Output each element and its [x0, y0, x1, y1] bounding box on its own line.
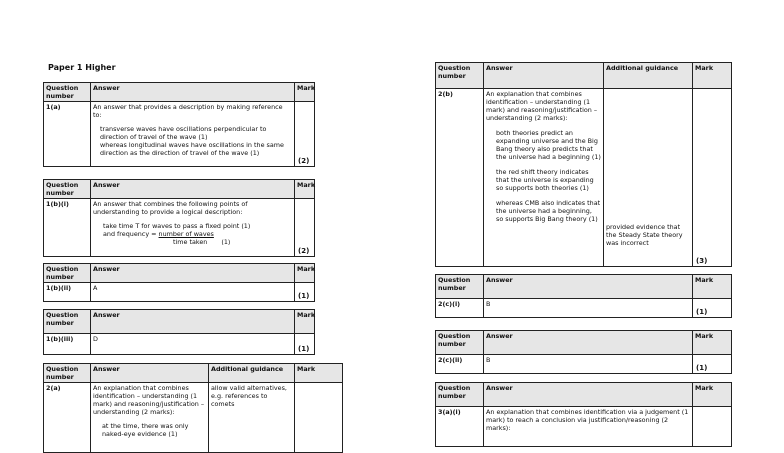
- fraction-denominator: time taken: [173, 238, 208, 246]
- guidance-text: provided evidence that the Steady State theory was incorrect: [606, 223, 683, 247]
- answer-header: Answer: [91, 180, 295, 199]
- question-number-header: Question number: [44, 83, 91, 102]
- question-number-header: Question number: [436, 383, 484, 407]
- mark-header: Mark: [693, 331, 732, 355]
- question-number: 1(b)(iii): [44, 334, 91, 355]
- frequency-line: [93, 230, 292, 238]
- question-number-header: Question number: [44, 364, 91, 383]
- question-number: 3(a)(i): [436, 407, 484, 447]
- mark-value: (2): [298, 157, 310, 165]
- point-mark: (1): [221, 238, 231, 246]
- answer-header: Answer: [91, 364, 209, 383]
- answer-point: whereas longitudinal waves have oscillations in the same direction as the direction of travel of the wave (1): [100, 141, 284, 157]
- table-q3ai: [435, 382, 732, 447]
- mark-header: Mark: [295, 310, 315, 334]
- fraction-numerator: number of waves: [158, 230, 214, 238]
- mark-value: (1): [298, 292, 310, 300]
- guidance-cell: [604, 89, 693, 267]
- answer-cell: An explanation that combines identification via a judgement (1 mark) to reach a conclusion via justification/reasoning (2 marks):: [484, 407, 693, 447]
- question-number: 2(c)(ii): [436, 355, 484, 374]
- answer-cell: [91, 383, 209, 453]
- question-number-header: Question number: [44, 264, 91, 283]
- answer-header: Answer: [91, 264, 295, 283]
- table-q2b: [435, 62, 732, 267]
- mark-value: (1): [696, 308, 708, 316]
- question-number: 2(b): [436, 89, 484, 267]
- question-number: 2(a): [44, 383, 91, 453]
- fraction-denominator-line: [93, 238, 292, 246]
- answer-intro: An answer that combines the following points of understanding to provide a logical description:: [93, 200, 248, 216]
- guidance-header: Additional guidance: [604, 63, 693, 89]
- mark-cell: [295, 102, 315, 167]
- mark-header: Mark: [693, 63, 732, 89]
- answer-cell: [91, 199, 295, 257]
- question-number: 2(c)(i): [436, 299, 484, 318]
- answer-header: Answer: [484, 63, 604, 89]
- mark-value: (3): [696, 257, 708, 265]
- page-title: Paper 1 Higher: [48, 63, 116, 72]
- answer-cell: B: [484, 355, 693, 374]
- answer-cell: B: [484, 299, 693, 318]
- question-number-header: Question number: [44, 310, 91, 334]
- answer-cell: D: [91, 334, 295, 355]
- table-q1bi: [43, 179, 315, 257]
- mark-header: Mark: [295, 264, 315, 283]
- table-q2ci: [435, 274, 732, 318]
- answer-intro: An explanation that combines identification – understanding (1 mark) and reasoning/justification – understanding (2 marks):: [93, 384, 205, 416]
- mark-cell: [693, 89, 732, 267]
- question-number-header: Question number: [436, 331, 484, 355]
- question-number: 1(a): [44, 102, 91, 167]
- frequency-prefix: and frequency =: [103, 230, 159, 238]
- answer-point: the red shift theory indicates that the universe is expanding so supports both theories (1): [496, 168, 594, 192]
- table-q2a: [43, 363, 343, 453]
- answer-header: Answer: [91, 83, 295, 102]
- answer-point: whereas CMB also indicates that the universe had a beginning, so supports Big Bang theory (1): [496, 199, 601, 223]
- table-q1a: [43, 82, 315, 167]
- answer-intro: An answer that provides a description by making reference to:: [93, 103, 283, 119]
- table-q1biii: [43, 309, 315, 355]
- guidance-cell: allow valid alternatives, e.g. references to comets: [209, 383, 295, 453]
- mark-cell: [693, 299, 732, 318]
- mark-cell: [295, 334, 315, 355]
- mark-header: Mark: [693, 383, 732, 407]
- mark-header: Mark: [295, 180, 315, 199]
- guidance-header: Additional guidance: [209, 364, 295, 383]
- answer-header: Answer: [91, 310, 295, 334]
- mark-header: Mark: [693, 275, 732, 299]
- question-number-header: Question number: [436, 275, 484, 299]
- mark-cell: [295, 283, 315, 302]
- table-q1bii: [43, 263, 315, 302]
- question-number-header: Question number: [436, 63, 484, 89]
- question-number-header: Question number: [44, 180, 91, 199]
- answer-intro: An explanation that combines identification – understanding (1 mark) and reasoning/justification – understanding (2 marks):: [486, 90, 598, 122]
- mark-cell: [295, 199, 315, 257]
- answer-cell: A: [91, 283, 295, 302]
- mark-cell: [295, 383, 343, 453]
- answer-point: at the time, there was only naked-eye evidence (1): [102, 422, 189, 438]
- mark-value: (2): [298, 247, 310, 255]
- mark-value: (1): [696, 364, 708, 372]
- answer-cell: [484, 89, 604, 267]
- answer-cell: [91, 102, 295, 167]
- answer-point: take time T for waves to pass a fixed point (1): [103, 222, 251, 230]
- mark-header: Mark: [295, 83, 315, 102]
- answer-header: Answer: [484, 331, 693, 355]
- answer-point: transverse waves have oscillations perpendicular to direction of travel of the wave (1): [100, 125, 267, 141]
- question-number: 1(b)(i): [44, 199, 91, 257]
- answer-header: Answer: [484, 383, 693, 407]
- question-number: 1(b)(ii): [44, 283, 91, 302]
- answer-point: both theories predict an expanding universe and the Big Bang theory also predicts that the universe had a beginning (1): [496, 129, 601, 161]
- table-q2cii: [435, 330, 732, 374]
- answer-header: Answer: [484, 275, 693, 299]
- mark-cell: [693, 355, 732, 374]
- mark-value: (1): [298, 345, 310, 353]
- mark-header: Mark: [295, 364, 343, 383]
